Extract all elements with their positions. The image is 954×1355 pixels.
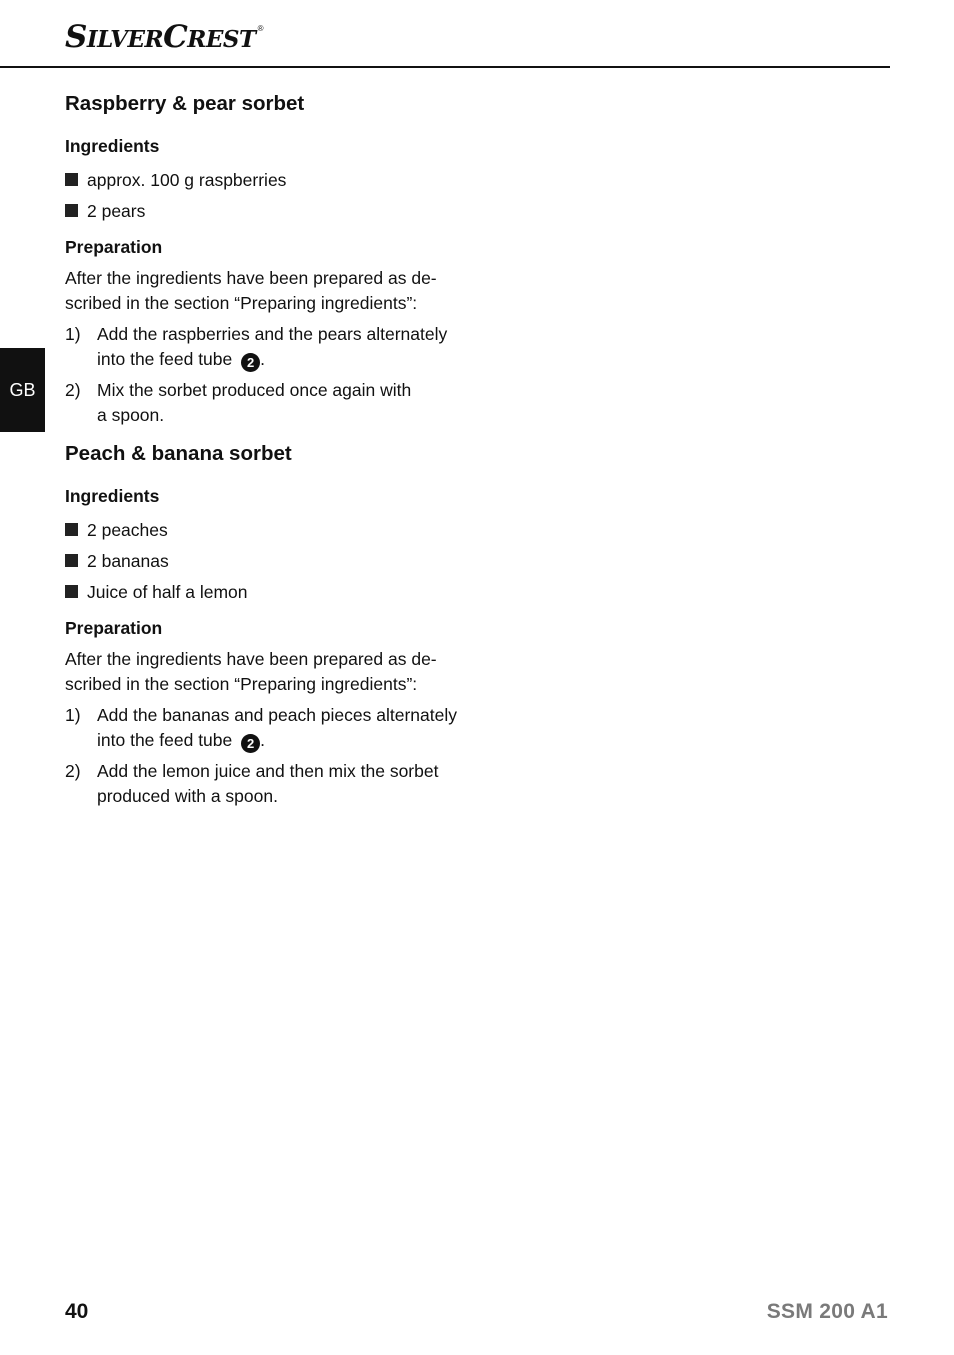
- step-number: 2): [65, 380, 81, 400]
- step-line: produced with a spoon.: [97, 786, 278, 806]
- square-bullet-icon: [65, 554, 78, 567]
- list-item: [65, 518, 475, 543]
- step-text: [97, 378, 475, 428]
- language-tab: [0, 348, 45, 432]
- list-item: [65, 168, 475, 193]
- intro-line: After the ingredients have been prepared as de-: [65, 268, 437, 288]
- step-line: [97, 728, 475, 753]
- recipe-raspberry-pear: [65, 90, 475, 428]
- language-tab-label: GB: [9, 379, 36, 400]
- brand-letters-ilver: ILVER: [86, 26, 164, 53]
- recipe-peach-banana: [65, 440, 475, 809]
- step-line: Add the lemon juice and then mix the sorbet: [97, 761, 439, 781]
- step-text: [97, 322, 475, 372]
- step-number: 2): [65, 761, 81, 781]
- step-line: [97, 347, 475, 372]
- brand-letters-rest: REST: [187, 26, 256, 53]
- brand-logo: [65, 19, 264, 55]
- brand-letter-s: S: [65, 19, 87, 55]
- intro-line: scribed in the section “Preparing ingredients”:: [65, 674, 418, 694]
- step-item: [65, 378, 475, 428]
- list-item: [65, 199, 475, 224]
- list-item: [65, 580, 475, 605]
- square-bullet-icon: [65, 523, 78, 536]
- ingredient-text: 2 bananas: [87, 551, 169, 571]
- preparation-heading: Preparation: [65, 237, 163, 257]
- intro-line: After the ingredients have been prepared as de-: [65, 649, 437, 669]
- main-content: [65, 90, 475, 815]
- preparation-heading: Preparation: [65, 618, 163, 638]
- step-item: [65, 322, 475, 372]
- list-item: [65, 549, 475, 574]
- page-number: 40: [65, 1300, 89, 1323]
- step-line-text: into the feed tube: [97, 730, 233, 750]
- recipe-title: Raspberry & pear sorbet: [65, 92, 305, 115]
- recipe-title: Peach & banana sorbet: [65, 442, 292, 465]
- step-text: [97, 759, 475, 809]
- step-tail: .: [260, 730, 265, 750]
- step-line: Add the raspberries and the pears alternately: [97, 324, 448, 344]
- header-rule: [0, 66, 890, 68]
- step-item: [65, 703, 475, 753]
- step-line: a spoon.: [97, 405, 165, 425]
- square-bullet-icon: [65, 173, 78, 186]
- step-number: 1): [65, 705, 81, 725]
- ingredients-heading: Ingredients: [65, 136, 160, 156]
- ingredient-text: 2 pears: [87, 201, 146, 221]
- step-text: [97, 703, 475, 753]
- ingredient-text: Juice of half a lemon: [87, 582, 248, 602]
- ingredients-heading: Ingredients: [65, 486, 160, 506]
- preparation-intro: [65, 266, 475, 316]
- step-line: Add the bananas and peach pieces alternately: [97, 705, 457, 725]
- part-number-badge-icon: 2: [241, 734, 260, 753]
- step-line: Mix the sorbet produced once again with: [97, 380, 412, 400]
- model-number: SSM 200 A1: [766, 1300, 888, 1323]
- preparation-intro: [65, 647, 475, 697]
- step-number: 1): [65, 324, 81, 344]
- intro-line: scribed in the section “Preparing ingredients”:: [65, 293, 418, 313]
- brand-letter-c: C: [163, 19, 188, 55]
- registered-mark: ®: [257, 24, 264, 33]
- step-line-text: into the feed tube: [97, 349, 233, 369]
- ingredient-text: approx. 100 g raspberries: [87, 170, 287, 190]
- square-bullet-icon: [65, 585, 78, 598]
- ingredient-text: 2 peaches: [87, 520, 168, 540]
- square-bullet-icon: [65, 204, 78, 217]
- ingredients-list: [65, 168, 475, 224]
- step-item: [65, 759, 475, 809]
- ingredients-list: [65, 518, 475, 605]
- part-number-badge-icon: 2: [241, 353, 260, 372]
- step-tail: .: [260, 349, 265, 369]
